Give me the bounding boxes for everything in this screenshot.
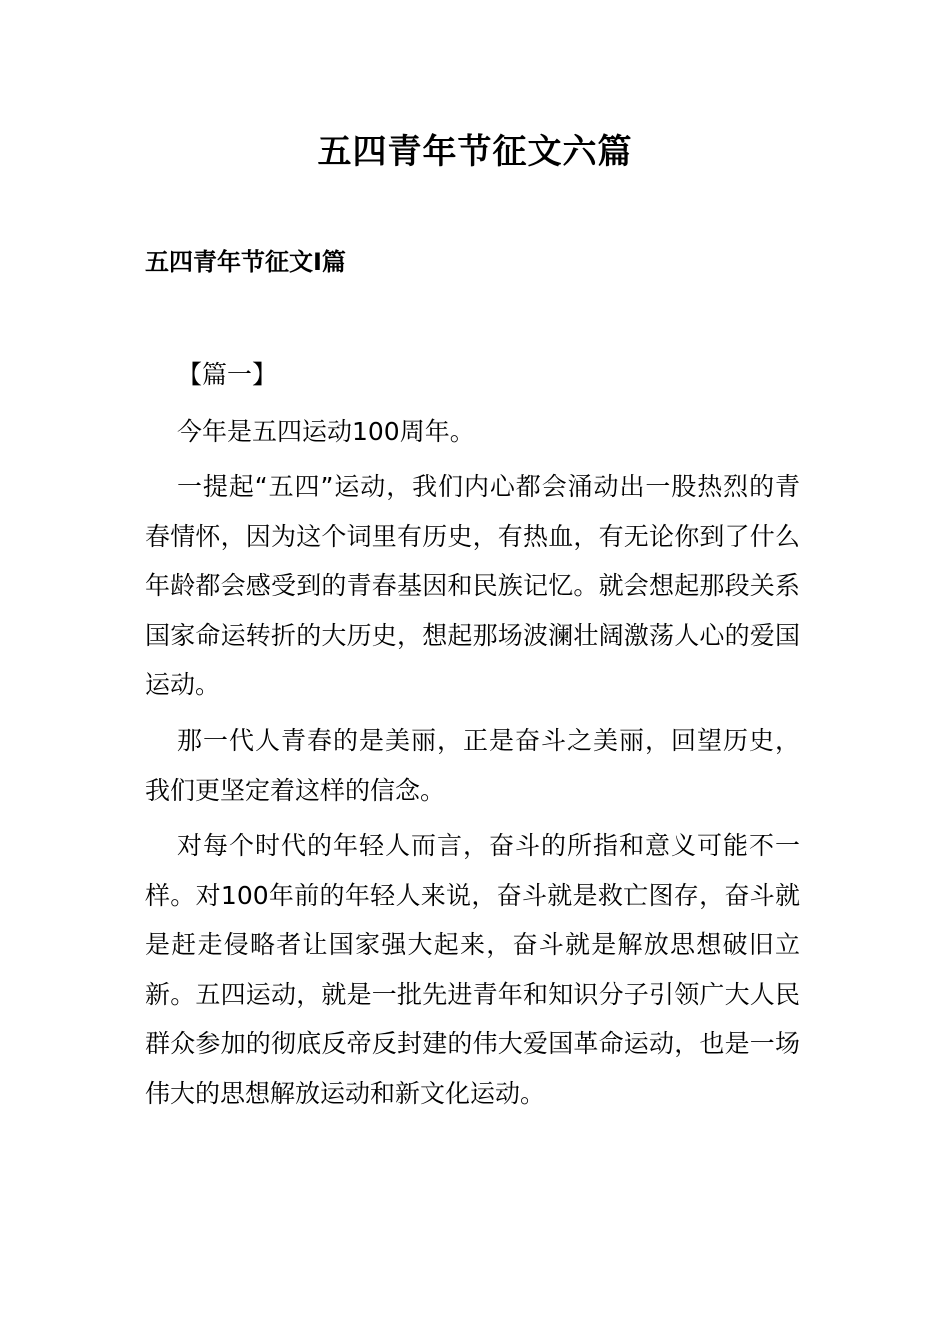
document-title: 五四青年节征文六篇 [317,132,633,172]
section-heading: 五四青年节征文Ⅰ篇 [145,248,346,276]
paragraph-3: 那一代人青春的是美丽，正是奋斗之美丽，回望历史，我们更坚定着这样的信念。 [145,726,800,805]
paragraph-1: 今年是五四运动100周年。 [177,417,475,446]
paragraph-2: 一提起“五四”运动，我们内心都会涌动出一股热烈的青春情怀，因为这个词里有历史，有热血，有无论你到了什么年龄都会感受到的青春基因和民族记忆。就会想起那段关系国家命运转折的大历史，想起那场波澜壮阔激荡人心的爱国运动。 [145,472,800,699]
part-marker: 【篇一】 [177,360,278,389]
paragraph-4: 对每个时代的年轻人而言，奋斗的所指和意义可能不一样。对100年前的年轻人来说，奋斗就是救亡图存，奋斗就是赶走侵略者让国家强大起来，奋斗就是解放思想破旧立新。五四运动，就是一批先进青年和知识分子引领广大人民群众参加的彻底反帝反封建的伟大爱国革命运动，也是一场伟大的思想解放运动和新文化运动。 [145,831,800,1108]
